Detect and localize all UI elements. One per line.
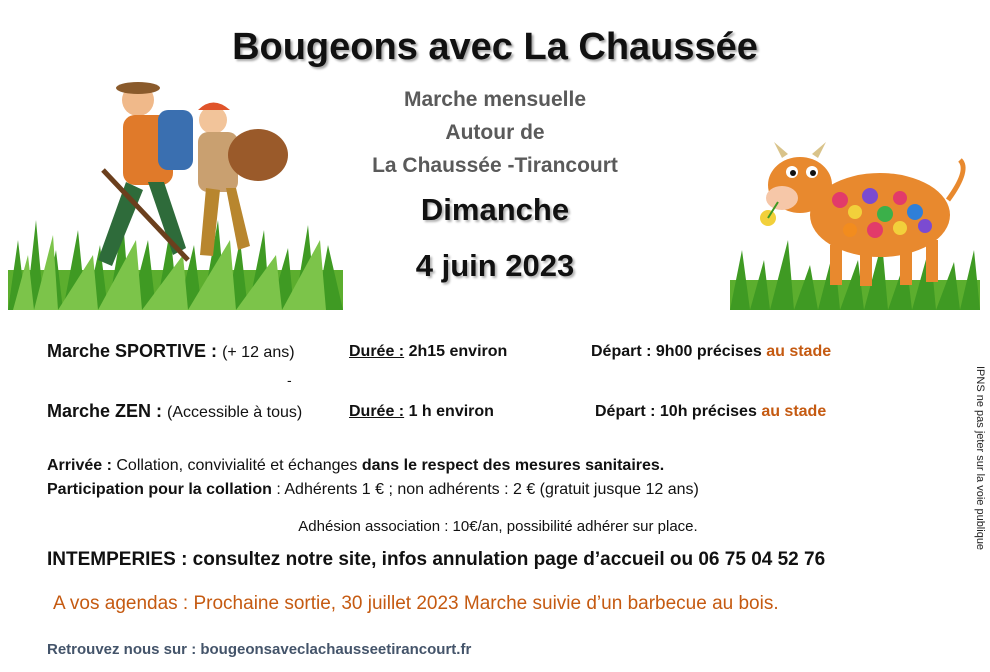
arrival-text: Collation, convivialité et échanges [116,457,358,474]
flower-cow-illustration [730,130,980,310]
subtitle-village: La Chaussée -Tirancourt [372,154,618,177]
participation-label: Participation pour la collation [47,481,272,498]
walk-zen-duration-value: 1 h environ [408,403,494,420]
walk-sportive-departure [591,343,831,361]
walk-zen-name [47,401,302,422]
participation-text: : Adhérents 1 € ; non adhérents : 2 € (gratuit jusque 12 ans) [276,481,699,498]
walk-zen-note: (Accessible à tous) [167,404,303,421]
ipns-side-note: IPNS ne pas jeter sur la voie publique [974,366,986,551]
subtitle-around: Autour de [445,121,545,144]
participation-line [47,481,699,499]
hikers-illustration [8,70,343,310]
weather-line: INTEMPERIES : consultez notre site, infos annulation page d’accueil ou 06 75 04 52 76 [47,549,826,570]
agenda-line: A vos agendas : Prochaine sortie, 30 juillet 2023 Marche suivie d’un barbecue au bois. [53,593,779,614]
walk-sportive-duration-value: 2h15 environ [408,343,508,360]
arrival-sanitary: dans le respect des mesures sanitaires. [361,457,665,474]
walk-zen-departure [595,403,826,421]
walk-sportive-departure-text: Départ : 9h00 précises [591,343,762,360]
walk-sportive-title: Marche SPORTIVE : [47,341,218,361]
walk-zen-title: Marche ZEN : [47,401,163,421]
arrival-line [47,457,664,475]
page-title: Bougeons avec La Chaussée [232,26,758,68]
walk-sportive-note: (+ 12 ans) [222,344,295,361]
walk-sportive-duration-label: Durée : [349,343,405,360]
walk-zen-location: au stade [761,403,827,420]
subtitle-monthly-walk: Marche mensuelle [403,88,587,111]
hiker-front [98,82,193,266]
walk-zen-departure-text: Départ : 10h précises [595,403,757,420]
separator-dash: - [287,372,292,388]
arrival-label: Arrivée : [47,457,112,474]
walk-sportive-duration [349,343,507,361]
walk-sportive-location: au stade [766,343,832,360]
cow [760,142,963,286]
walk-zen-duration [349,403,494,421]
event-date: 4 juin 2023 [415,248,575,283]
walk-sportive-name [47,341,295,362]
hiker-back [198,103,288,257]
event-day: Dimanche [420,192,570,227]
website-line: Retrouvez nous sur : bougeonsaveclachausseetirancourt.fr [47,641,472,658]
membership-line: Adhésion association : 10€/an, possibilité adhérer sur place. [298,518,698,535]
walk-zen-duration-label: Durée : [349,403,405,420]
